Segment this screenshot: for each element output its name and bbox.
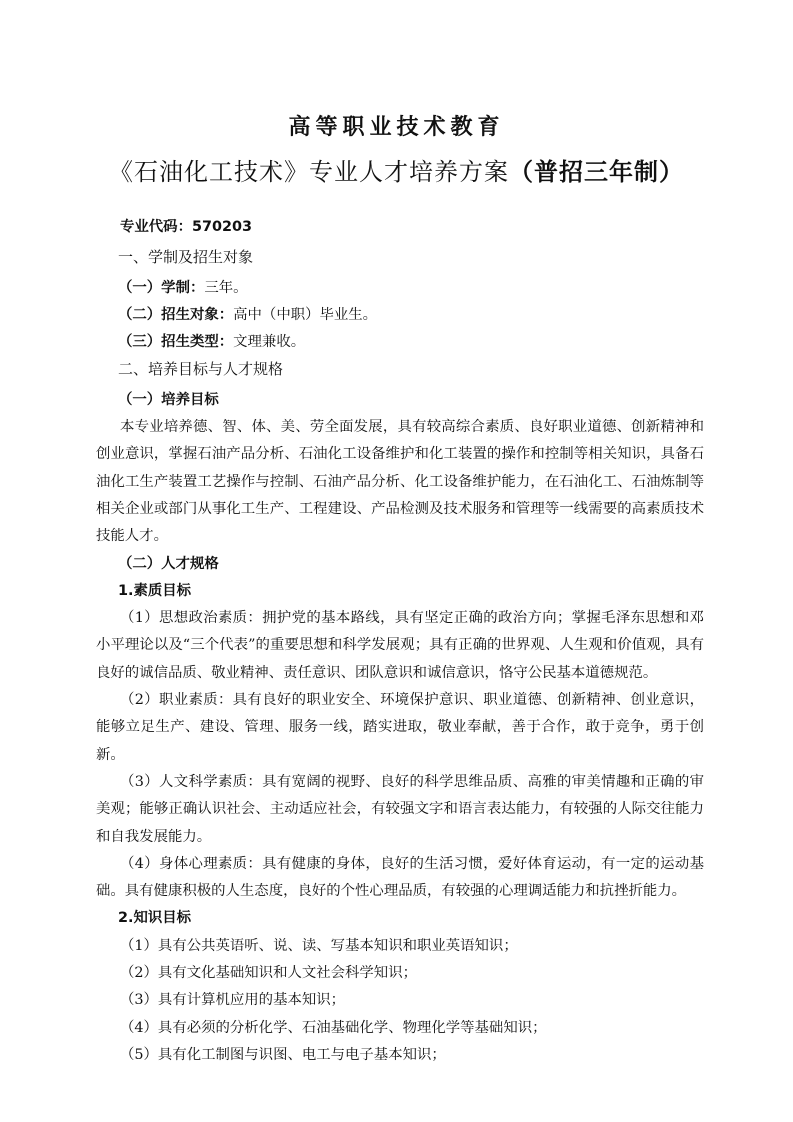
major-code: 专业代码：570203 [120,219,253,235]
quality-item: （1）思想政治素质：拥护党的基本路线，具有坚定正确的政治方向；掌握毛泽东思想和邓小平理论以及“三个代表”的重要思想和科学发展观；具有正确的世界观、人生观和价值观，具有良好的诚信品质、敬业精神、责任意识、团队意识和诚信意识，恪守公民基本道德规范。 [96,610,704,681]
knowledge-item: （4）具有必须的分析化学、石油基础化学、物理化学等基础知识； [120,1019,547,1036]
item-value: 三年。 [204,279,248,296]
quality-heading: 1.素质目标 [118,582,192,599]
quality-item: （4）身体心理素质：具有健康的身体，良好的生活习惯，爱好体育运动，有一定的运动基础。具有健康积极的人生态度，良好的个性心理品质，有较强的心理调适能力和抗挫折能力。 [96,855,704,900]
knowledge-item: （5）具有化工制图与识图、电工与电子基本知识； [120,1046,446,1063]
knowledge-item: （3）具有计算机应用的基本知识； [120,992,346,1009]
section-heading-1: 一、学制及招生对象 [118,248,254,267]
quality-item: （2）职业素质：具有良好的职业安全、环境保护意识、职业道德、创新精神、创业意识，能够立足生产、建设、管理、服务一线，踏实进取，敬业奉献，善于合作，敢于竞争，勇于创新。 [96,692,704,763]
quality-item: （3）人文科学素质：具有宽阔的视野、良好的科学思维品质、高雅的审美情趣和正确的审美观；能够正确认识社会、主动适应社会，有较强文字和语言表达能力，有较强的人际交往能力和自我发展能力。 [96,773,704,845]
section-heading-2: 二、培养目标与人才规格 [118,360,284,379]
item-label: （二）招生对象： [118,306,234,323]
document-body [96,214,704,1069]
knowledge-heading: 2.知识目标 [118,910,192,927]
document-subtitle [0,154,793,190]
enrollment-item [96,275,704,302]
knowledge-item: （2）具有文化基础知识和人文社会科学知识； [120,965,417,982]
item-label: （一）学制： [118,279,205,296]
enrollment-item [96,302,704,329]
subtitle-main: 《石油化工技术》专业人才培养方案 [109,158,509,186]
spec-heading: （二）人才规格 [118,555,219,572]
goal-heading: （一）培养目标 [118,391,219,408]
goal-paragraph: 本专业培养德、智、体、美、劳全面发展，具有较高综合素质、良好职业道德、创新精神和创业意识，掌握石油产品分析、石油化工设备维护和化工装置的操作和控制等相关知识，具备石油化工生产装置工艺操作与控制、石油产品分析、化工设备维护能力，在石油化工、石油炼制等相关企业或部门从事化工生产、工程建设、产品检测及技术服务和管理等一线需要的高素质技术技能人才。 [96,419,704,545]
knowledge-item: （1）具有公共英语听、说、读、写基本知识和职业英语知识； [120,937,518,954]
subtitle-suffix: （普招三年制） [509,158,684,186]
item-label: （三）招生类型： [118,334,234,351]
item-value: 文理兼收。 [233,334,306,351]
enrollment-item [96,329,704,356]
item-value: 高中（中职）毕业生。 [233,306,378,323]
document-title: 高等职业技术教育 [288,115,505,140]
